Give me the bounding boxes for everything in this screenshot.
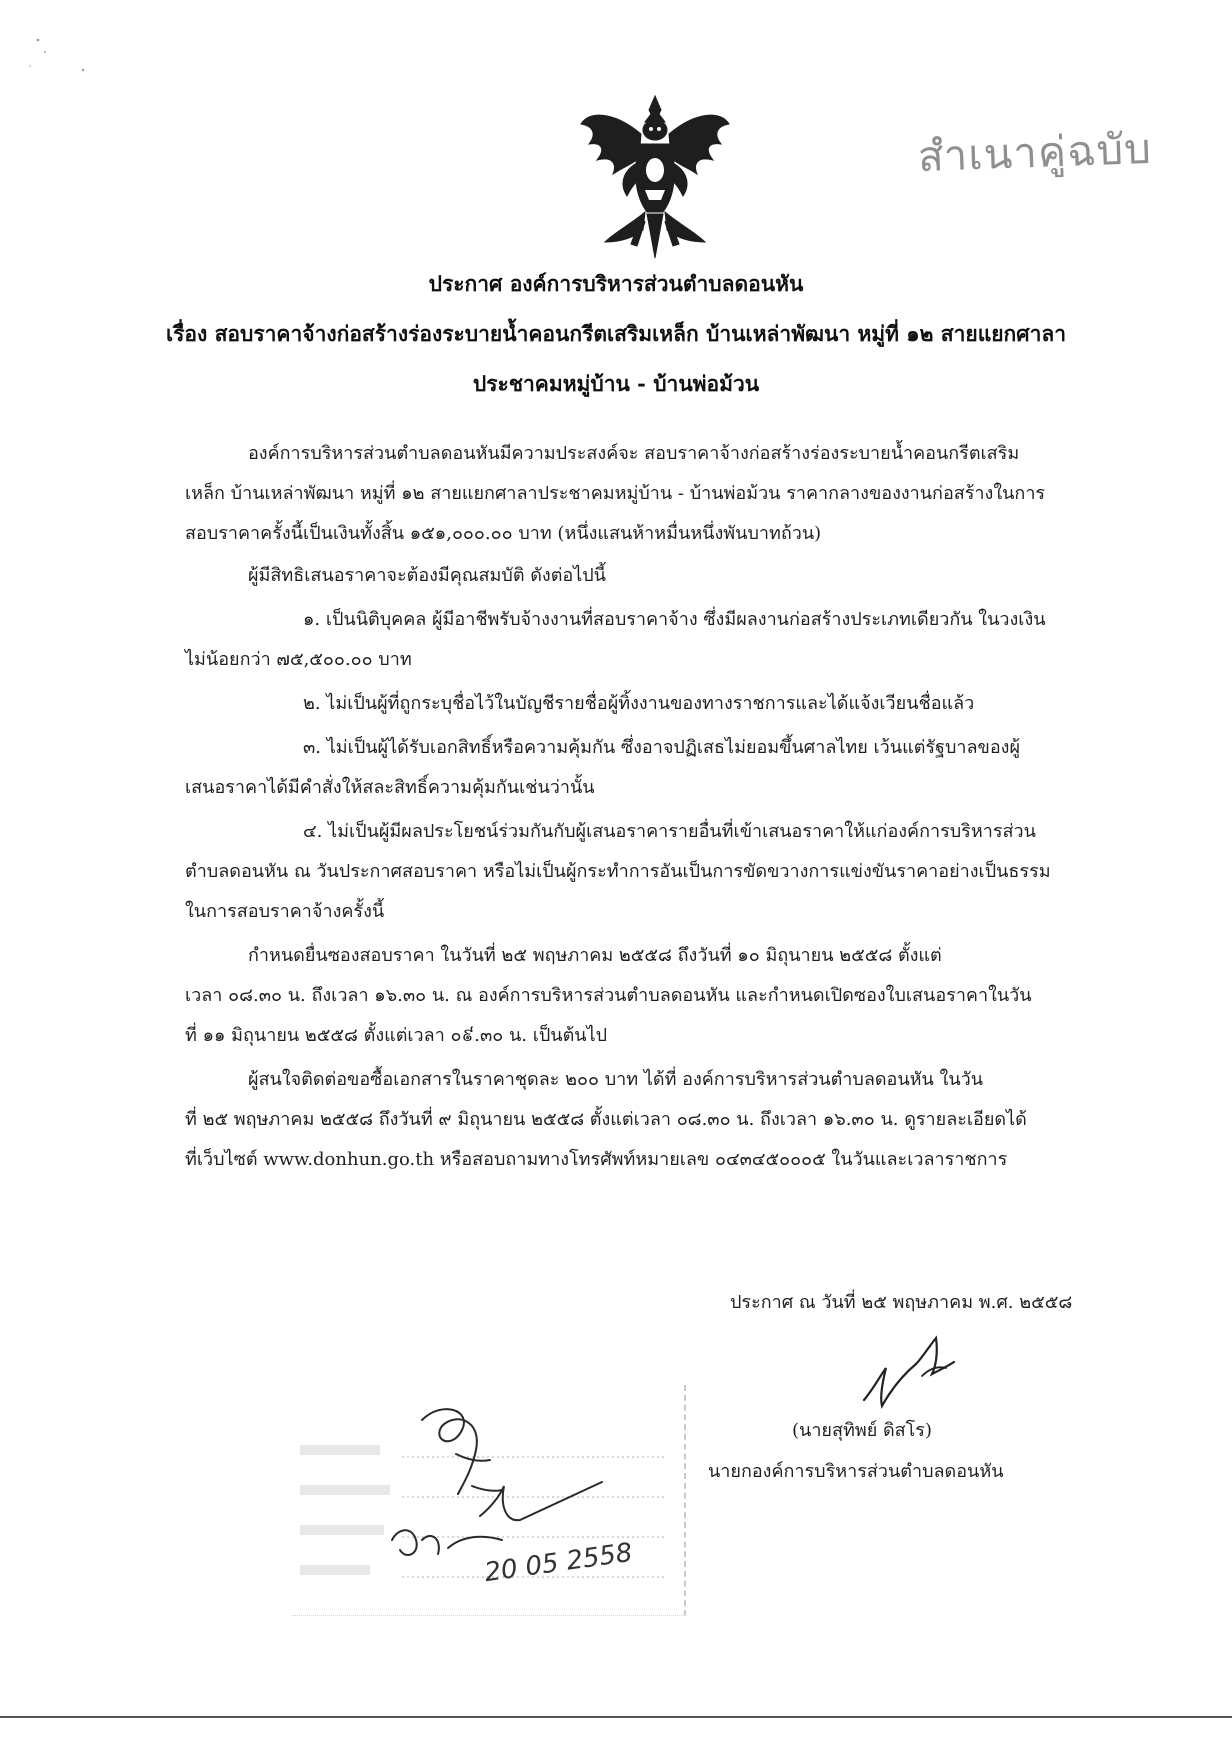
qualification-item-4-cont: ตำบลดอนหัน ณ วันประกาศสอบราคา หรือไม่เป็นผู้กระทำการอันเป็นการขัดขวางการแข่งขันราคาอย่างเป็นธรรม (185, 861, 1051, 882)
signatory-position: นายกองค์การบริหารส่วนตำบลดอนหัน (708, 1461, 1004, 1482)
schedule-line-3: ที่ ๑๑ มิถุนายน ๒๕๕๘ ตั้งแต่เวลา ๐៩.๓๐ น. เป็นต้นไป (185, 1025, 608, 1046)
qualification-item-3-cont: เสนอราคาได้มีคำสั่งให้สละสิทธิ์ความคุ้มกันเช่นว่านั้น (185, 777, 595, 798)
garuda-emblem-icon (575, 92, 735, 262)
subject-line: เรื่อง สอบราคาจ้างก่อสร้างร่องระบายน้ำคอนกรีตเสริมเหล็ก บ้านเหล่าพัฒนา หมู่ที่ ๑๒ สายแยกศาลา (165, 321, 1067, 346)
receipt-date-handwritten: 20 05 2558 (482, 1537, 635, 1589)
announcement-title: ประกาศ องค์การบริหารส่วนตำบลดอนหัน (428, 271, 804, 296)
qualification-item-1-cont: ไม่น้อยกว่า ๗๕,๕๐๐.๐๐ บาท (185, 649, 412, 670)
qualification-item-1: ๑. เป็นนิติบุคคล ผู้มีอาชีพรับจ้างงานที่สอบราคาจ้าง ซึ่งมีผลงานก่อสร้างประเภทเดียวกัน ในวงเงิน (303, 609, 1046, 630)
qualification-item-3: ๓. ไม่เป็นผู้ได้รับเอกสิทธิ์หรือความคุ้มกัน ซึ่งอาจปฏิเสธไม่ยอมขึ้นศาลไทย เว้นแต่รัฐบาลของผู้ (303, 737, 1021, 758)
schedule-line-1: กำหนดยื่นซองสอบราคา ในวันที่ ๒๕ พฤษภาคม ๒๕๕๘ ถึงวันที่ ๑๐ มิถุนายน ๒๕๕๘ ตั้งแต่ (248, 945, 942, 966)
intro-line-2: เหล็ก บ้านเหล่าพัฒนา หมู่ที่ ๑๒ สายแยกศาลาประชาคมหมู่บ้าน - บ้านพ่อม้วน ราคากลางของงานก่อสร้างในการ (185, 483, 1046, 504)
schedule-line-2: เวลา ๐๘.๓๐ น. ถึงเวลา ๑๖.๓๐ น. ณ องค์การบริหารส่วนตำบลดอนหัน และกำหนดเปิดซองใบเสนอราคาในวัน (185, 985, 1032, 1006)
qualification-item-4-cont2: ในการสอบราคาจ้างครั้งนี้ (185, 901, 385, 922)
contact-line-3: ที่เว็บไซต์ www.donhun.go.th หรือสอบถามทางโทรศัพท์หมายเลข ๐๔๓๔๕๐๐๐๕ ในวันและเวลาราชการ (185, 1149, 1008, 1170)
intro-line-3: สอบราคาครั้งนี้เป็นเงินทั้งสิ้น ๑๕๑,๐๐๐.๐๐ บาท (หนึ่งแสนห้าหมื่นหนึ่งพันบาทถ้วน) (185, 523, 822, 544)
announcement-date: ประกาศ ณ วันที่ ๒๕ พฤษภาคม พ.ศ. ๒๕๕๘ (730, 1292, 1073, 1313)
qualification-item-2: ๒. ไม่เป็นผู้ที่ถูกระบุชื่อไว้ในบัญชีรายชื่อผู้ทิ้งงานของทางราชการและได้แจ้งเวียนชื่อแล้ว (303, 693, 975, 714)
signature-mark-icon (852, 1318, 962, 1418)
copy-stamp: สำเนาคู่ฉบับ (917, 123, 1153, 182)
qualifications-heading: ผู้มีสิทธิเสนอราคาจะต้องมีคุณสมบัติ ดังต่อไปนี้ (248, 565, 606, 586)
intro-line-1: องค์การบริหารส่วนตำบลดอนหันมีความประสงค์จะ สอบราคาจ้างก่อสร้างร่องระบายน้ำคอนกรีตเสริม (248, 443, 1020, 464)
contact-line-1: ผู้สนใจติดต่อขอซื้อเอกสารในราคาชุดละ ๒๐๐ บาท ได้ที่ องค์การบริหารส่วนตำบลดอนหัน ในวัน (248, 1069, 984, 1090)
qualification-item-4: ๔. ไม่เป็นผู้มีผลประโยชน์ร่วมกันกับผู้เสนอราคารายอื่นที่เข้าเสนอราคาให้แก่องค์การบริหารส่วน (303, 821, 1036, 842)
signatory-name: (นายสุทิพย์ ดิสโร) (792, 1420, 933, 1441)
subject-line-continued: ประชาคมหมู่บ้าน - บ้านพ่อม้วน (472, 371, 760, 396)
scan-specks (0, 0, 120, 100)
contact-line-2: ที่ ๒๕ พฤษภาคม ๒๕๕๘ ถึงวันที่ ๙ มิถุนายน ๒๕๕๘ ตั้งแต่เวลา ๐๘.๓๐ น. ถึงเวลา ๑๖.๓๐ น. ดูรายละเอียดได้ (185, 1109, 1027, 1130)
page-bottom-edge (0, 1716, 1232, 1718)
